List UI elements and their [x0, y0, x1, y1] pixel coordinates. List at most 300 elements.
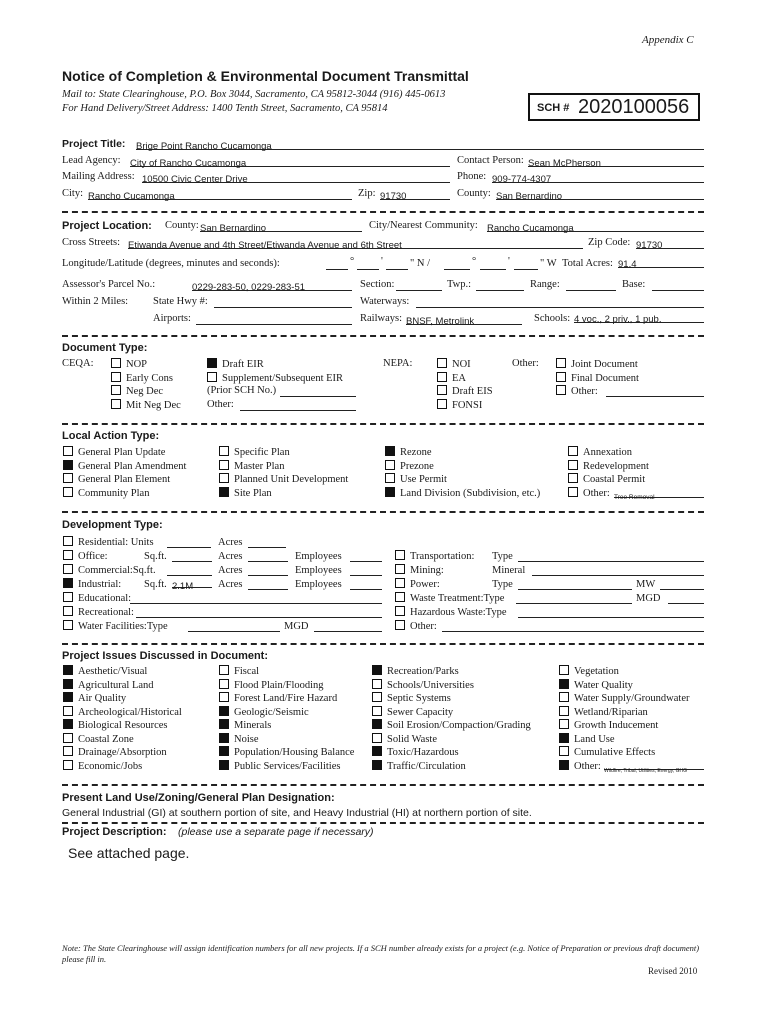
issues-col4 [559, 665, 690, 773]
range-field[interactable] [566, 277, 616, 291]
dev-industrial-acres-field[interactable] [248, 578, 288, 590]
footer-note: Note: The State Clearinghouse will assign identification numbers for all new projects. If a SCH number already exists for a project (e.g. Notice of Preparation or previous draft document) please fill in. [62, 943, 700, 964]
project-title-label: Project Title: [62, 138, 126, 150]
issue-label: Flood Plain/Flooding [234, 679, 324, 691]
checkbox[interactable] [63, 679, 73, 689]
checkbox[interactable] [219, 446, 229, 456]
issue-minerals[interactable] [219, 719, 354, 733]
checkbox[interactable] [559, 706, 569, 716]
base-field[interactable] [652, 277, 704, 291]
checkbox[interactable] [395, 578, 405, 588]
local-action-type-label: Local Action Type: [62, 430, 160, 442]
checkbox[interactable] [559, 679, 569, 689]
contact-person-label: Contact Person: [457, 155, 524, 166]
dev-power-type-field[interactable] [518, 578, 632, 590]
latitude-min-field[interactable] [357, 256, 379, 270]
dev-water-facilities-field[interactable] [188, 620, 280, 632]
issue-cumulative-effects[interactable] [559, 746, 690, 760]
project-title-field[interactable] [136, 136, 704, 150]
ceqa-early-cons[interactable] [111, 372, 181, 386]
checkbox[interactable] [219, 733, 229, 743]
dev-office-acres-label: Acres [218, 551, 243, 562]
checkbox[interactable] [559, 760, 569, 770]
issue-growth-inducement[interactable] [559, 719, 690, 733]
local-action-community-plan[interactable] [63, 487, 186, 501]
local-action-col1 [63, 446, 186, 500]
dev-waste-treatment[interactable] [395, 592, 504, 606]
divider [62, 784, 704, 786]
issue-label: Schools/Universities [387, 679, 474, 691]
dev-office-acres-field[interactable] [248, 550, 288, 562]
project-description-value[interactable]: See attached page. [68, 845, 190, 861]
checkbox[interactable] [395, 606, 405, 616]
city-value: Rancho Cucamonga [88, 191, 175, 202]
checkbox[interactable] [395, 564, 405, 574]
local-action-label: Redevelopment [583, 460, 649, 472]
checkbox[interactable] [559, 733, 569, 743]
state-hwy-field[interactable] [214, 294, 352, 308]
nepa-label: FONSI [452, 399, 483, 411]
airports-label: Airports: [153, 313, 191, 324]
dev-residential-acres-field[interactable] [248, 536, 286, 548]
checkbox[interactable] [556, 372, 566, 382]
checkbox[interactable] [63, 460, 73, 470]
dev-power-mw-field[interactable] [660, 578, 704, 590]
ceqa-label: Draft EIR [222, 359, 264, 370]
schools-field[interactable] [574, 309, 704, 323]
checkbox[interactable] [559, 665, 569, 675]
local-action-label: Planned Unit Development [234, 474, 349, 485]
checkbox[interactable] [568, 460, 578, 470]
issue-label: Wetland/Riparian [574, 706, 648, 718]
dev-industrial-sqft-field[interactable] [172, 576, 212, 592]
checkbox[interactable] [219, 706, 229, 716]
latlong-label: Longitude/Latitude (degrees, minutes and seconds): [62, 258, 280, 269]
document-type-label: Document Type: [62, 342, 148, 354]
issue-label: Noise [234, 733, 259, 745]
issue-label: Population/Housing Balance [234, 747, 355, 758]
dev-recreational[interactable] [63, 606, 134, 620]
checkbox[interactable] [63, 487, 73, 497]
dev-recreational-field[interactable] [136, 606, 382, 618]
issue-coastal-zone[interactable] [63, 733, 182, 747]
nepa-options [437, 358, 493, 412]
local-action-general-plan-update[interactable] [63, 446, 186, 460]
ceqa-options-b [207, 358, 343, 385]
issue-label: Forest Land/Fire Hazard [234, 693, 338, 704]
checkbox[interactable] [219, 746, 229, 756]
sch-number: 2020100056 [578, 96, 690, 118]
dev-water-facilities[interactable] [63, 620, 168, 634]
contact-person-field[interactable] [528, 153, 704, 167]
issue-agricultural-land[interactable] [63, 679, 182, 693]
location-county-field[interactable] [200, 218, 362, 232]
total-acres-label: Total Acres: [562, 258, 613, 269]
issue-water-supply-groundwater[interactable] [559, 692, 690, 706]
checkbox[interactable] [559, 692, 569, 702]
project-description-label: Project Description: [62, 826, 167, 838]
issue-label: Drainage/Absorption [78, 747, 167, 758]
dev-residential-units-field[interactable] [167, 536, 211, 548]
issue-forest-land-fire-hazard[interactable] [219, 692, 354, 706]
local-action-label: General Plan Update [78, 447, 166, 458]
county-value: San Bernardino [496, 191, 563, 202]
local-action-redevelopment[interactable] [568, 460, 649, 474]
issue-label: Public Services/Facilities [234, 760, 341, 772]
parcel-field[interactable] [192, 277, 352, 291]
dev-commercial-acres-label: Acres [218, 565, 243, 576]
location-county-label: County: [165, 220, 199, 231]
issue-flood-plain-flooding[interactable] [219, 679, 354, 693]
checkbox[interactable] [63, 746, 73, 756]
appendix-label: Appendix C [642, 34, 694, 46]
dev-educational-label: Educational: [78, 593, 132, 604]
parcel-label: Assessor's Parcel No.: [62, 279, 156, 290]
divider [62, 643, 704, 645]
ceqa-options-a [111, 358, 181, 412]
checkbox[interactable] [372, 760, 382, 770]
issue-solid-waste[interactable] [372, 733, 531, 747]
dev-hazardous-waste[interactable] [395, 606, 506, 620]
local-action-planned-unit-development[interactable] [219, 473, 348, 487]
ceqa-label: Mit Neg Dec [126, 399, 181, 411]
mailing-address-value: 10500 Civic Center Drive [142, 174, 248, 185]
issue-water-quality[interactable] [559, 679, 690, 693]
within-2-miles-label: Within 2 Miles: [62, 296, 129, 307]
state-hwy-label: State Hwy #: [153, 296, 208, 307]
checkbox[interactable] [219, 460, 229, 470]
checkbox[interactable] [63, 578, 73, 588]
longitude-min-field[interactable] [480, 256, 506, 270]
local-action-rezone[interactable] [385, 446, 540, 460]
waterways-field[interactable] [416, 294, 704, 308]
longitude-sec-field[interactable] [514, 256, 538, 270]
issue-public-services-facilities[interactable] [219, 760, 354, 774]
zip-code-value: 91730 [636, 240, 663, 251]
checkbox[interactable] [437, 399, 447, 409]
ceqa-nop[interactable] [111, 358, 181, 372]
checkbox[interactable] [568, 487, 578, 497]
ceqa-draft-eir[interactable] [207, 358, 343, 372]
checkbox[interactable] [111, 372, 121, 382]
checkbox[interactable] [63, 733, 73, 743]
issue-aesthetic-visual[interactable] [63, 665, 182, 679]
checkbox[interactable] [63, 592, 73, 602]
dev-waste-treatment-field[interactable] [516, 592, 632, 604]
dev-commercial[interactable] [63, 564, 156, 578]
local-action-master-plan[interactable] [219, 460, 348, 474]
divider [62, 511, 704, 513]
dev-other[interactable] [395, 620, 437, 634]
location-county-value: San Bernardino [200, 223, 267, 234]
checkbox[interactable] [556, 358, 566, 368]
nepa-label: NEPA: [383, 358, 413, 369]
checkbox[interactable] [63, 719, 73, 729]
checkbox[interactable] [63, 692, 73, 702]
local-action-specific-plan[interactable] [219, 446, 348, 460]
checkbox[interactable] [385, 460, 395, 470]
zip-code-label: Zip Code: [588, 237, 631, 248]
phone-field[interactable] [492, 169, 704, 183]
lead-agency-field[interactable] [130, 153, 450, 167]
issue-land-use[interactable] [559, 733, 690, 747]
dev-commercial-acres-field[interactable] [248, 564, 288, 576]
checkbox[interactable] [63, 606, 73, 616]
doc-other-field[interactable] [606, 383, 704, 397]
issue-label: Minerals [234, 720, 272, 731]
checkbox[interactable] [63, 564, 73, 574]
zip-code-field[interactable] [636, 235, 704, 249]
checkbox[interactable] [111, 358, 121, 368]
issue-vegetation[interactable] [559, 665, 690, 679]
checkbox[interactable] [437, 358, 447, 368]
ceqa-neg-dec[interactable] [111, 385, 181, 399]
local-action-use-permit[interactable] [385, 473, 540, 487]
city-field[interactable] [88, 186, 352, 200]
issue-traffic-circulation[interactable] [372, 760, 531, 774]
nepa-fonsi[interactable] [437, 399, 493, 413]
nepa-ea[interactable] [437, 372, 493, 386]
checkbox[interactable] [437, 385, 447, 395]
longitude-deg-field[interactable] [444, 256, 470, 270]
checkbox[interactable] [219, 679, 229, 689]
checkbox[interactable] [111, 385, 121, 395]
checkbox[interactable] [372, 746, 382, 756]
checkbox[interactable] [372, 706, 382, 716]
nepa-label: Draft EIS [452, 386, 493, 397]
divider [62, 822, 704, 824]
issue-economic-jobs[interactable] [63, 760, 182, 774]
dev-power-label: Power: [410, 579, 440, 590]
latitude-min-symbol: ' [381, 256, 383, 267]
county-label: County: [457, 188, 491, 199]
checkbox[interactable] [63, 550, 73, 560]
checkbox[interactable] [63, 446, 73, 456]
issue-label: Aesthetic/Visual [78, 666, 148, 677]
dev-mineral-field[interactable] [532, 564, 704, 576]
dev-industrial[interactable] [63, 578, 121, 592]
local-action-site-plan[interactable] [219, 487, 348, 501]
issues-other-field[interactable] [604, 759, 704, 774]
dev-commercial-employees-label: Employees [295, 565, 342, 576]
cross-streets-label: Cross Streets: [62, 237, 121, 248]
issue-septic-systems[interactable] [372, 692, 531, 706]
dev-water-mgd-field[interactable] [314, 620, 382, 632]
checkbox[interactable] [111, 399, 121, 409]
issue-sewer-capacity[interactable] [372, 706, 531, 720]
dev-water-mgd-label: MGD [284, 621, 309, 632]
checkbox[interactable] [372, 665, 382, 675]
checkbox[interactable] [372, 719, 382, 729]
local-action-label: General Plan Amendment [78, 460, 187, 472]
issue-label: Vegetation [574, 666, 619, 677]
doc-other-label: Final Document [571, 372, 639, 384]
dev-commercial-sqft-field[interactable] [167, 564, 212, 576]
issue-air-quality[interactable] [63, 692, 182, 706]
checkbox[interactable] [385, 446, 395, 456]
longitude-deg-symbol: ° [472, 256, 477, 267]
dev-residential-label: Residential: Units [78, 537, 154, 548]
checkbox[interactable] [219, 760, 229, 770]
issue-label: Recreation/Parks [387, 666, 459, 677]
issue-fiscal[interactable] [219, 665, 354, 679]
issue-drainage-absorption[interactable] [63, 746, 182, 760]
project-description-hint: (please use a separate page if necessary) [178, 826, 374, 838]
local-action-general-plan-element[interactable] [63, 473, 186, 487]
dev-recreational-label: Recreational: [78, 607, 134, 618]
dev-other-field[interactable] [442, 620, 704, 632]
checkbox[interactable] [219, 665, 229, 675]
checkbox[interactable] [63, 760, 73, 770]
local-action-other-field[interactable] [614, 486, 704, 501]
dev-transportation[interactable] [395, 550, 474, 564]
dev-industrial-sqft-value: 2.1M [172, 581, 194, 592]
checkbox[interactable] [219, 719, 229, 729]
latitude-sec-field[interactable] [386, 256, 408, 270]
issue-biological-resources[interactable] [63, 719, 182, 733]
base-label: Base: [622, 279, 646, 290]
land-use-label: Present Land Use/Zoning/General Plan Designation: [62, 792, 335, 804]
local-action-col2 [219, 446, 348, 500]
local-action-coastal-permit[interactable] [568, 473, 649, 487]
section-field[interactable] [396, 277, 442, 291]
prior-sch-label: (Prior SCH No.) [207, 385, 277, 396]
dev-residential[interactable] [63, 536, 154, 550]
checkbox[interactable] [395, 592, 405, 602]
sch-label: SCH # [537, 102, 570, 114]
checkbox[interactable] [395, 620, 405, 630]
nepa-noi[interactable] [437, 358, 493, 372]
checkbox[interactable] [219, 487, 229, 497]
issue-label: Soil Erosion/Compaction/Grading [387, 720, 531, 731]
schools-label: Schools: [534, 313, 571, 324]
nepa-draft-eis[interactable] [437, 385, 493, 399]
prior-sch-field[interactable] [280, 383, 356, 397]
zip-label: Zip: [358, 188, 376, 199]
railways-value: BNSF, Metrolink [406, 316, 475, 327]
development-type-label: Development Type: [62, 519, 163, 531]
local-action-label: General Plan Element [78, 474, 171, 485]
checkbox[interactable] [568, 446, 578, 456]
railways-field[interactable] [406, 311, 522, 325]
issue-geologic-seismic[interactable] [219, 706, 354, 720]
dev-mining[interactable] [395, 564, 444, 578]
checkbox[interactable] [372, 679, 382, 689]
issue-recreation-parks[interactable] [372, 665, 531, 679]
zip-field[interactable] [380, 186, 450, 200]
railways-label: Railways: [360, 313, 402, 324]
dev-office[interactable] [63, 550, 108, 564]
checkbox[interactable] [395, 550, 405, 560]
checkbox[interactable] [207, 372, 217, 382]
checkbox[interactable] [568, 473, 578, 483]
dev-transportation-type-field[interactable] [518, 550, 704, 562]
dev-power[interactable] [395, 578, 440, 592]
issue-label: Solid Waste [387, 733, 438, 745]
dev-water-facilities-label: Water Facilities:Type [78, 621, 168, 632]
local-action-prezone[interactable] [385, 460, 540, 474]
ceqa-other-field[interactable] [240, 397, 356, 411]
dev-hazardous-waste-field[interactable] [518, 606, 704, 618]
dev-industrial-employees-field[interactable] [350, 578, 382, 590]
local-action-label: Other: [583, 487, 610, 499]
issue-label: Water Supply/Groundwater [574, 693, 690, 704]
issue-archeological-historical[interactable] [63, 706, 182, 720]
issue-label: Archeological/Historical [78, 706, 182, 718]
checkbox[interactable] [437, 372, 447, 382]
checkbox[interactable] [385, 473, 395, 483]
local-action-general-plan-amendment[interactable] [63, 460, 186, 474]
local-action-col3 [385, 446, 540, 500]
cross-streets-value: Etiwanda Avenue and 4th Street/Etiwanda Avenue and 6th Street [128, 240, 402, 251]
checkbox[interactable] [219, 473, 229, 483]
local-action-label: Rezone [400, 447, 432, 458]
township-field[interactable] [476, 277, 524, 291]
dev-educational-field[interactable] [130, 592, 382, 604]
nearest-community-field[interactable] [487, 218, 704, 232]
dev-commercial-employees-field[interactable] [350, 564, 382, 576]
cross-streets-field[interactable] [128, 235, 583, 249]
checkbox[interactable] [385, 487, 395, 497]
dev-transportation-type-label: Type [492, 551, 513, 562]
project-title-value: Brige Point Rancho Cucamonga [136, 141, 272, 152]
ceqa-label: Supplement/Subsequent EIR [222, 372, 344, 384]
divider [62, 335, 704, 337]
checkbox[interactable] [372, 733, 382, 743]
local-action-other-value: Tree Removal [614, 494, 655, 501]
dev-educational[interactable] [63, 592, 131, 606]
checkbox[interactable] [63, 473, 73, 483]
checkbox[interactable] [63, 665, 73, 675]
schools-value: 4 voc., 2 priv., 1 pub. [574, 314, 662, 325]
issue-noise[interactable] [219, 733, 354, 747]
nearest-community-label: City/Nearest Community: [369, 220, 478, 231]
ceqa-mit-neg-dec[interactable] [111, 399, 181, 413]
county-field[interactable] [496, 186, 704, 200]
section-label: Section: [360, 279, 395, 290]
local-action-land-division-subdivision-etc[interactable] [385, 487, 540, 501]
issue-population-housing-balance[interactable] [219, 746, 354, 760]
checkbox[interactable] [559, 719, 569, 729]
nearest-community-value: Rancho Cucamonga [487, 223, 574, 234]
checkbox[interactable] [556, 385, 566, 395]
dev-office-label: Office: [78, 551, 108, 562]
checkbox[interactable] [207, 358, 217, 368]
checkbox[interactable] [372, 692, 382, 702]
issue-soil-erosion-compaction-grading[interactable] [372, 719, 531, 733]
dev-other-label: Other: [410, 621, 437, 632]
mailing-address-field[interactable] [142, 169, 450, 183]
latitude-deg-field[interactable] [326, 256, 348, 270]
dev-office-sqft-field[interactable] [172, 550, 212, 562]
issue-schools-universities[interactable] [372, 679, 531, 693]
checkbox[interactable] [63, 706, 73, 716]
checkbox[interactable] [559, 746, 569, 756]
checkbox[interactable] [219, 692, 229, 702]
total-acres-field[interactable] [618, 254, 704, 268]
local-action-annexation[interactable] [568, 446, 649, 460]
dev-waste-mgd-field[interactable] [668, 592, 704, 604]
airports-field[interactable] [196, 311, 352, 325]
dev-office-employees-field[interactable] [350, 550, 382, 562]
dev-waste-treatment-label: Waste Treatment:Type [410, 593, 505, 604]
checkbox[interactable] [63, 620, 73, 630]
doc-other-joint-document[interactable] [556, 358, 639, 372]
issue-toxic-hazardous[interactable] [372, 746, 531, 760]
issue-wetland-riparian[interactable] [559, 706, 690, 720]
checkbox[interactable] [63, 536, 73, 546]
issue-label: Economic/Jobs [78, 760, 143, 772]
